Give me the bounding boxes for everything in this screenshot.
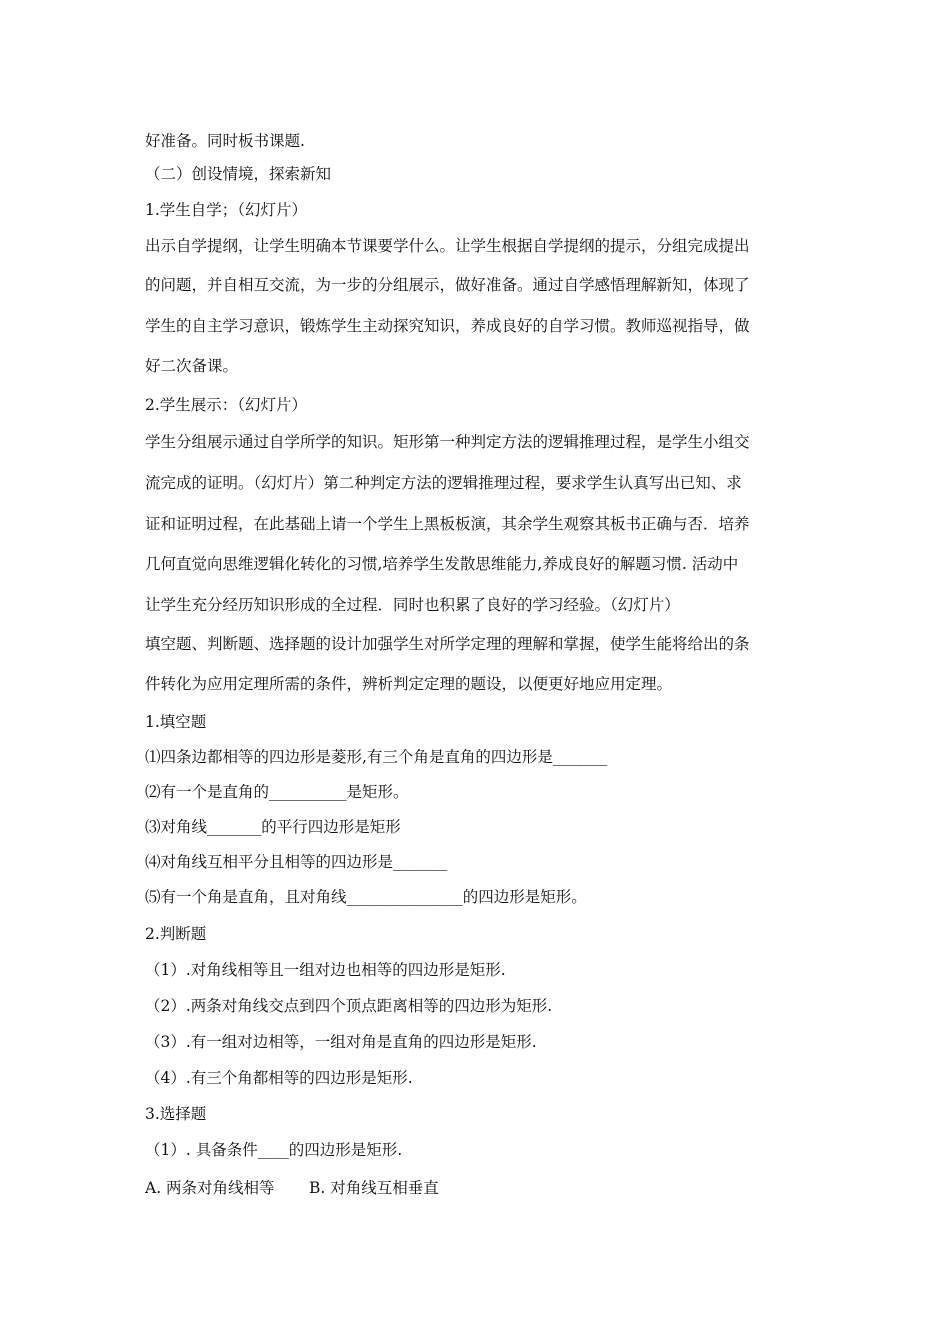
- multiple-choice-question: （1）. 具备条件____的四边形是矩形.: [145, 1141, 403, 1159]
- text-line-continuation: 好准备。同时板书课题.: [145, 132, 305, 150]
- paragraph-line: 学生的自主学习意识，锻炼学生主动探究知识，养成良好的自学习惯。教师巡视指导，做: [145, 317, 750, 335]
- paragraph-line: 几何直觉向思维逻辑化转化的习惯,培养学生发散思维能力,养成良好的解题习惯. 活动中: [145, 555, 739, 573]
- fill-blank-item: ⑷对角线互相平分且相等的四边形是_______: [145, 853, 448, 871]
- subheading-fill-blank: 1.填空题: [145, 713, 207, 731]
- fill-blank-item: ⑶对角线_______的平行四边形是矩形: [145, 818, 401, 836]
- paragraph-line: 出示自学提纲，让学生明确本节课要学什么。让学生根据自学提纲的提示，分组完成提出: [145, 237, 750, 255]
- subheading-self-study: 1.学生自学；（幻灯片）: [145, 201, 308, 219]
- paragraph-line: 件转化为应用定理所需的条件，辨析判定定理的题设，以便更好地应用定理。: [145, 675, 673, 693]
- paragraph-line: 的问题，并自相互交流，为一步的分组展示，做好准备。通过自学感悟理解新知，体现了: [145, 276, 750, 294]
- subheading-true-false: 2.判断题: [145, 925, 207, 943]
- true-false-item: （3）.有一组对边相等，一组对角是直角的四边形是矩形.: [145, 1033, 537, 1051]
- paragraph-line: 学生分组展示通过自学所学的知识。矩形第一种判定方法的逻辑推理过程，是学生小组交: [145, 433, 750, 451]
- paragraph-line: 让学生充分经历知识形成的全过程．同时也积累了良好的学习经验。（幻灯片）: [145, 596, 680, 614]
- section-heading-2: （二）创设情境，探索新知: [145, 165, 332, 183]
- paragraph-line: 证和证明过程，在此基础上请一个学生上黑板板演，其余学生观察其板书正确与否．培养: [145, 515, 750, 533]
- paragraph-line: 填空题、判断题、选择题的设计加强学生对所学定理的理解和掌握，使学生能将给出的条: [145, 635, 750, 653]
- paragraph-line: 好二次备课。: [145, 357, 239, 375]
- paragraph-line: 流完成的证明。（幻灯片）第二种判定方法的逻辑推理过程，要求学生认真写出已知、求: [145, 474, 742, 492]
- true-false-item: （2）.两条对角线交点到四个顶点距离相等的四边形为矩形.: [145, 997, 553, 1015]
- true-false-item: （4）.有三个角都相等的四边形是矩形.: [145, 1069, 413, 1087]
- true-false-item: （1）.对角线相等且一组对边也相等的四边形是矩形.: [145, 961, 506, 979]
- subheading-multiple-choice: 3.选择题: [145, 1105, 207, 1123]
- fill-blank-item: ⑸有一个角是直角，且对角线_______________的四边形是矩形。: [145, 888, 587, 906]
- fill-blank-item: ⑵有一个是直角的__________是矩形。: [145, 783, 409, 801]
- fill-blank-item: ⑴四条边都相等的四边形是菱形,有三个角是直角的四边形是_______: [145, 748, 608, 766]
- subheading-student-show: 2.学生展示：（幻灯片）: [145, 396, 308, 414]
- multiple-choice-options: A. 两条对角线相等 B. 对角线互相垂直: [145, 1179, 439, 1197]
